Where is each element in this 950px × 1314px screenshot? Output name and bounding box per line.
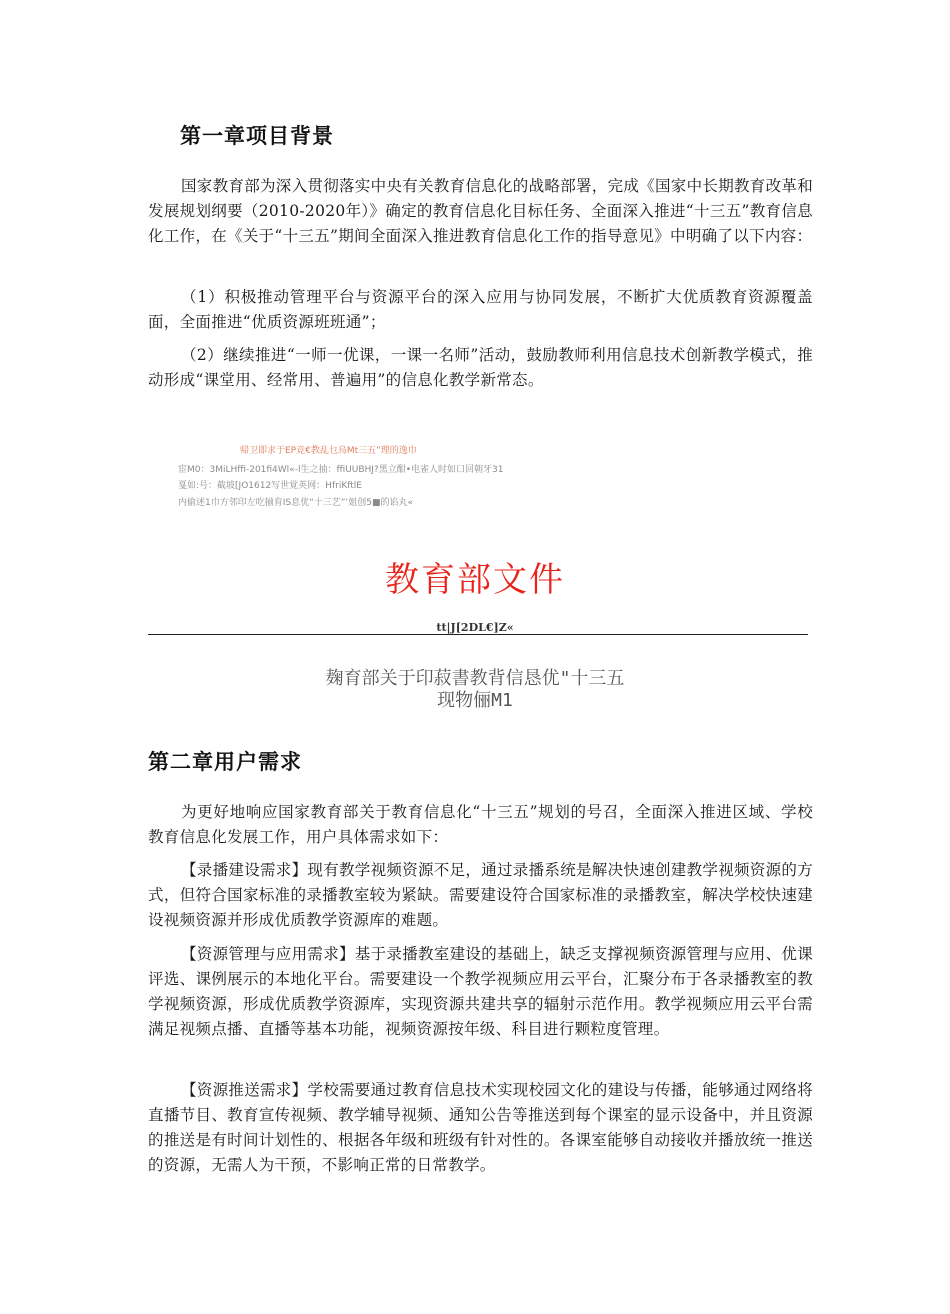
chapter-1-heading: 第一章项目背景 [180, 124, 334, 148]
scan-header-line: 帰卫即求于EP竞€教乱乜烏Mt三五”理的逸巾 [240, 446, 417, 456]
chapter-2-paragraph-1: 为更好地响应国家教育部关于教育信息化“十三五”规划的号召，全面深入推进区域、学校教育信息化发展工作，用户具体需求如下： [148, 803, 813, 846]
chapter-2-paragraph-2: 【录播建设需求】现有教学视频资源不足，通过录播系统是解决快速创建教学视频资源的方式，但符合国家标准的录播教室较为紧缺。需要建设符合国家标准的录播教室，解决学校快速建设视频资源并形成优质教学资源库的难题。 [148, 861, 814, 929]
scan-line: 戛如:号：截坡[JO1612写世覚英网：HfriKftlE [178, 481, 362, 491]
chapter-2-heading: 第二章用户需求 [148, 750, 302, 774]
document-red-header: 教育部文件 [385, 560, 565, 600]
header-divider [148, 634, 808, 635]
chapter-2-paragraph-4: 【资源推送需求】学校需要通过教育信息技术实现校园文化的建设与传播，能够通过网络将直播节目、教育宣传视频、教学辅导视频、通知公告等推送到每个课室的显示设备中，并且资源的推送是有时间计划性的、根据各年级和班级有针对性的。各课室能够自动接收并播放统一推送的资源，无需人为干预，不影响正常的日常教学。 [148, 1081, 814, 1174]
document-title-line-1: 麹育部关于印菽書教背信恳优"十三五 [325, 668, 625, 689]
scan-line: 内偷述1巾方邻印左吃揃育IS息优“十三艺”’姐创5■的谄丸« [178, 498, 414, 508]
chapter-1-paragraph-3: （2）继续推进“一师一优课，一课一名师”活动，鼓励教师利用信息技术创新教学模式，推动形成“课堂用、经常用、普遍用”的信息化教学新常态。 [148, 346, 813, 389]
document-title-line-2: 现物俪M1 [437, 690, 513, 711]
chapter-1-paragraph-1: 国家教育部为深入贯彻落实中央有关教育信息化的战略部署，完成《国家中长期教育改革和发展规划纲要（2010-2020年）》确定的教育信息化目标任务、全面深入推进“十三五”教育信息化工作，在《关于“十三五”期间全面深入推进教育信息化工作的指导意见》中明确了以下内容： [148, 177, 814, 245]
scan-line: 宦M0：3MiLHffi-201fi4Wl«-l生之抽：ffiUUBHJ?黑立酣•电雀人时如口回朝牙31 [178, 465, 504, 475]
chapter-2-paragraph-3: 【资源管理与应用需求】基于录播教室建设的基础上，缺乏支撑视频资源管理与应用、优课评选、课例展示的本地化平台。需要建设一个教学视频应用云平台，汇聚分布于各录播教室的教学视频资源，形成优质教学资源库，实现资源共建共享的辐射示范作用。教学视频应用云平台需满足视频点播、直播等基本功能，视频资源按年级、科目进行颗粒度管理。 [148, 945, 814, 1038]
chapter-1-paragraph-2: （1）积极推动管理平台与资源平台的深入应用与协同发展，不断扩大优质教育资源覆盖面，全面推进“优质资源班班通”； [148, 288, 813, 331]
document-number: tt|J[2DL€]Z« [436, 621, 514, 634]
